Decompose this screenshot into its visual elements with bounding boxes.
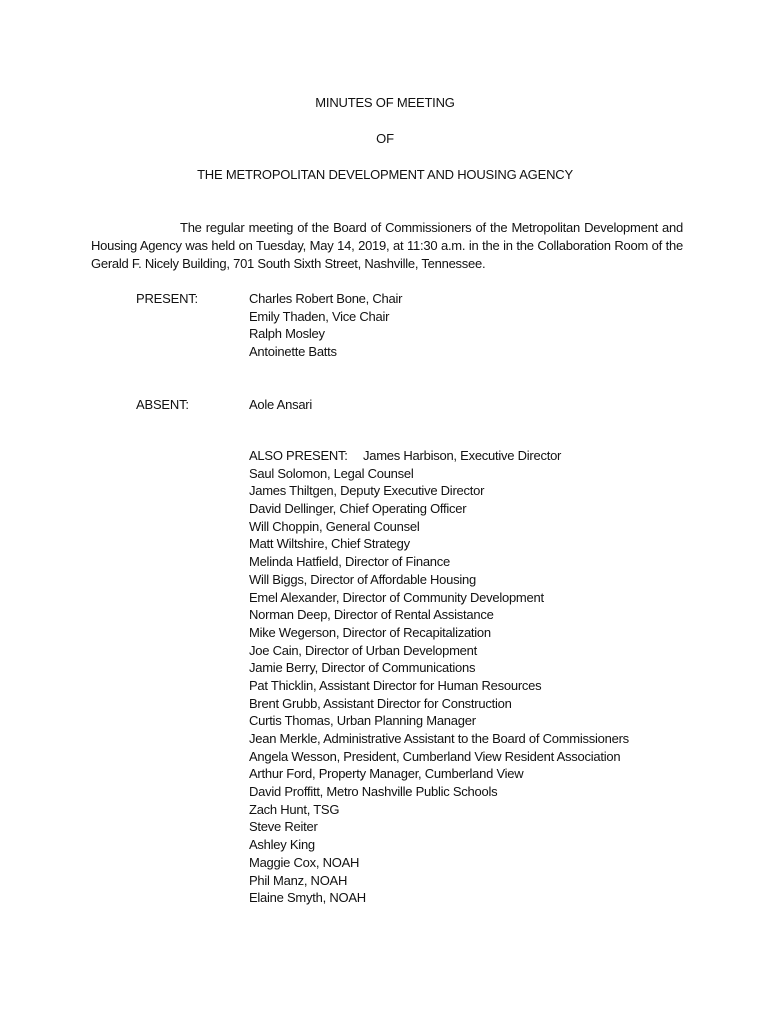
also-present-name: Melinda Hatfield, Director of Finance	[249, 554, 451, 570]
title-of: OF	[376, 131, 394, 146]
also-present-list	[249, 447, 749, 907]
also-present-first-row	[249, 447, 749, 465]
also-present-label: ALSO PRESENT:	[249, 448, 348, 463]
absent-list	[249, 396, 749, 414]
also-present-name: Angela Wesson, President, Cumberland View Resident Association	[249, 748, 621, 764]
also-present-name: Zach Hunt, TSG	[249, 801, 340, 817]
also-present-name: Emel Alexander, Director of Community Development	[249, 589, 544, 605]
intro-paragraph: The regular meeting of the Board of Commissioners of the Metropolitan Development and Housing Agency was held on Tuesday, May 14, 2019, at 11:30 a.m. in the in the Collaboration Room of the Gerald F. Nicely Building, 701 South Sixth Street, Nashville, Tennessee.	[91, 220, 683, 271]
also-present-name: Mike Wegerson, Director of Recapitalization	[249, 624, 491, 640]
also-present-name: Jamie Berry, Director of Communications	[249, 660, 476, 676]
also-present-name: David Proffitt, Metro Nashville Public Schools	[249, 784, 498, 800]
also-present-name: Arthur Ford, Property Manager, Cumberland View	[249, 766, 524, 782]
also-present-name: James Thiltgen, Deputy Executive Director	[249, 483, 485, 499]
also-present-name: Saul Solomon, Legal Counsel	[249, 465, 414, 481]
also-present-name: Matt Wiltshire, Chief Strategy	[249, 536, 410, 552]
present-name: Emily Thaden, Vice Chair	[249, 308, 390, 324]
also-present-name: Curtis Thomas, Urban Planning Manager	[249, 713, 476, 729]
also-present-name: Joe Cain, Director of Urban Development	[249, 642, 477, 658]
also-present-name: Will Choppin, General Counsel	[249, 518, 420, 534]
also-present-name: Will Biggs, Director of Affordable Housing	[249, 571, 476, 587]
also-present-name: Jean Merkle, Administrative Assistant to the Board of Commissioners	[249, 731, 629, 746]
also-present-name: Steve Reiter	[249, 819, 318, 835]
also-present-name: David Dellinger, Chief Operating Officer	[249, 501, 467, 517]
also-present-name: Norman Deep, Director of Rental Assistance	[249, 607, 494, 623]
also-present-name: Pat Thicklin, Assistant Director for Human Resources	[249, 677, 542, 693]
title-agency-name: THE METROPOLITAN DEVELOPMENT AND HOUSING AGENCY	[197, 167, 573, 182]
title-minutes-of-meeting: MINUTES OF MEETING	[315, 95, 455, 110]
also-present-name: Maggie Cox, NOAH	[249, 854, 360, 870]
absent-name: Aole Ansari	[249, 397, 313, 412]
present-label: PRESENT:	[136, 291, 198, 306]
present-name: Ralph Mosley	[249, 326, 325, 342]
also-present-first-name: James Harbison, Executive Director	[363, 448, 562, 463]
present-name: Antoinette Batts	[249, 344, 337, 360]
also-present-name: Phil Manz, NOAH	[249, 872, 348, 888]
absent-label: ABSENT:	[136, 397, 189, 412]
present-name: Charles Robert Bone, Chair	[249, 291, 403, 306]
also-present-name: Ashley King	[249, 837, 315, 853]
also-present-name: Brent Grubb, Assistant Director for Construction	[249, 695, 512, 711]
also-present-name: Elaine Smyth, NOAH	[249, 890, 366, 906]
present-list	[249, 290, 749, 361]
